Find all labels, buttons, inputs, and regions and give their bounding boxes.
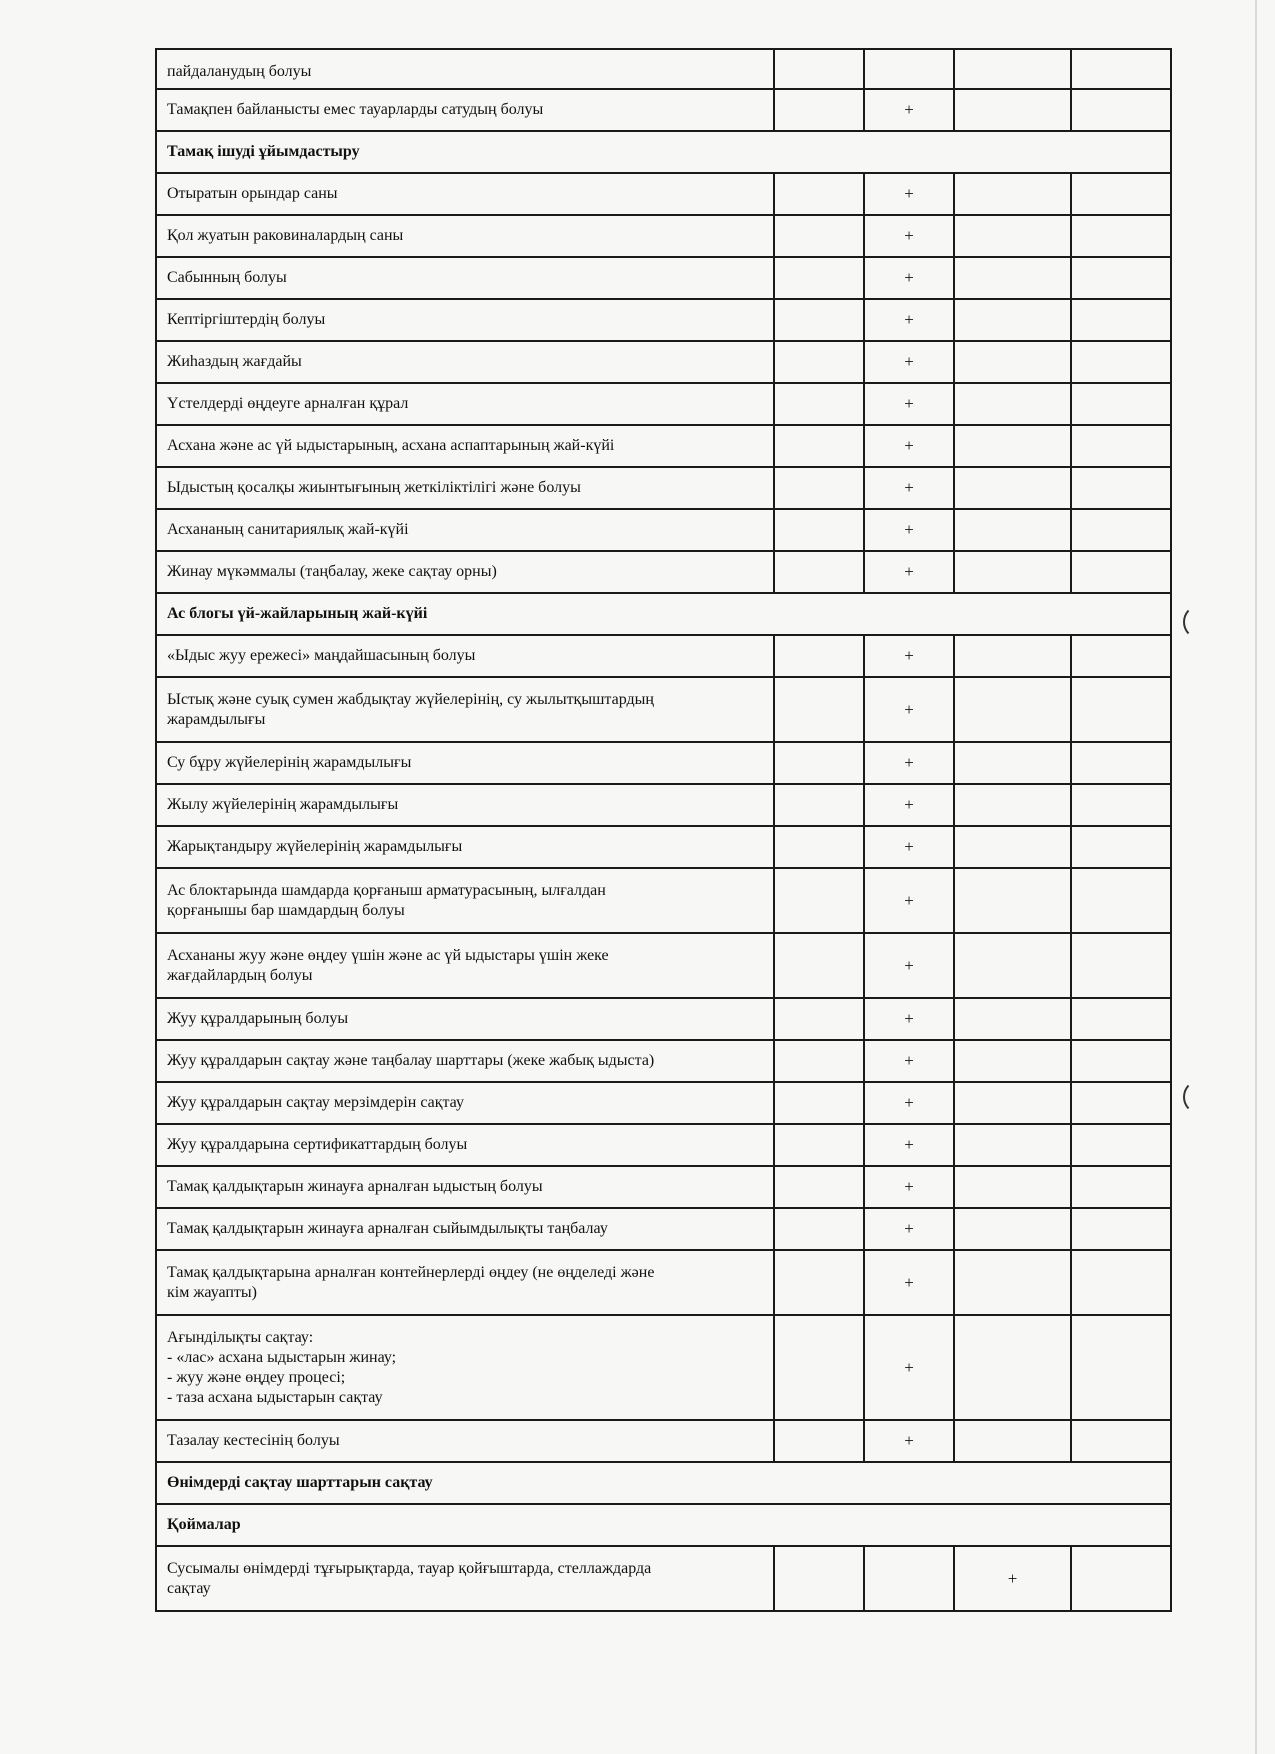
criterion-cell: Ас блоктарында шамдарда қорғаныш арматурасының, ылғалдан қорғанышы бар шамдардың болуы (156, 868, 774, 933)
mark-cell (1071, 425, 1171, 467)
table-row (156, 826, 1171, 868)
table-row (156, 425, 1171, 467)
mark-cell: + (864, 1040, 954, 1082)
mark-cell (774, 635, 864, 677)
criterion-cell: Жылу жүйелерінің жарамдылығы (156, 784, 774, 826)
criterion-cell: Жуу құралдарын сақтау мерзімдерін сақтау (156, 1082, 774, 1124)
mark-cell: + (864, 1315, 954, 1420)
mark-cell (774, 1040, 864, 1082)
mark-cell (954, 1166, 1071, 1208)
mark-cell (1071, 215, 1171, 257)
criterion-cell: Қол жуатын раковиналардың саны (156, 215, 774, 257)
mark-cell: + (954, 1546, 1071, 1611)
mark-cell: + (864, 1166, 954, 1208)
mark-cell (774, 742, 864, 784)
mark-cell (1071, 677, 1171, 742)
mark-cell (774, 933, 864, 998)
mark-cell: + (864, 257, 954, 299)
table-row (156, 998, 1171, 1040)
table-row (156, 1208, 1171, 1250)
criterion-cell: Су бұру жүйелерінің жарамдылығы (156, 742, 774, 784)
mark-cell (954, 1040, 1071, 1082)
mark-cell (774, 341, 864, 383)
table-row (156, 299, 1171, 341)
mark-cell: + (864, 933, 954, 998)
mark-cell (864, 49, 954, 89)
mark-cell (774, 425, 864, 467)
mark-cell (1071, 1040, 1171, 1082)
mark-cell (954, 826, 1071, 868)
criterion-cell: Тамақ қалдықтарына арналған контейнерлерді өңдеу (не өңделеді және кім жауапты) (156, 1250, 774, 1315)
mark-cell: + (864, 1250, 954, 1315)
mark-cell (1071, 1420, 1171, 1462)
criterion-cell: Отыратын орындар саны (156, 173, 774, 215)
mark-cell: + (864, 509, 954, 551)
table-row (156, 1315, 1171, 1420)
table-row (156, 257, 1171, 299)
mark-cell (954, 933, 1071, 998)
mark-cell (1071, 341, 1171, 383)
mark-cell: + (864, 1208, 954, 1250)
mark-cell (1071, 868, 1171, 933)
section-header-row (156, 131, 1171, 173)
mark-cell: + (864, 383, 954, 425)
mark-cell (954, 677, 1071, 742)
mark-cell (954, 509, 1071, 551)
mark-cell (1071, 933, 1171, 998)
table-row (156, 635, 1171, 677)
inspection-checklist-table (155, 48, 1172, 1612)
mark-cell: + (864, 826, 954, 868)
mark-cell (954, 299, 1071, 341)
table-row (156, 784, 1171, 826)
table-row (156, 1166, 1171, 1208)
mark-cell: + (864, 677, 954, 742)
mark-cell (1071, 635, 1171, 677)
table-row (156, 742, 1171, 784)
mark-cell (954, 784, 1071, 826)
mark-cell (774, 868, 864, 933)
mark-cell: + (864, 998, 954, 1040)
mark-cell (774, 1250, 864, 1315)
mark-cell (954, 1250, 1071, 1315)
mark-cell (954, 173, 1071, 215)
mark-cell (1071, 173, 1171, 215)
mark-cell (1071, 998, 1171, 1040)
mark-cell (954, 1420, 1071, 1462)
mark-cell (1071, 1250, 1171, 1315)
criterion-cell: Сусымалы өнімдерді тұғырықтарда, тауар қойғыштарда, стеллаждарда сақтау (156, 1546, 774, 1611)
table-row (156, 49, 1171, 89)
criterion-cell: Тамақ қалдықтарын жинауға арналған сыйымдылықты таңбалау (156, 1208, 774, 1250)
mark-cell (1071, 742, 1171, 784)
mark-cell (774, 1315, 864, 1420)
criterion-cell: Ыстық және суық сумен жабдықтау жүйелерінің, су жылытқыштардың жарамдылығы (156, 677, 774, 742)
table-row (156, 1124, 1171, 1166)
criterion-cell: Тамақ қалдықтарын жинауға арналған ыдыстың болуы (156, 1166, 774, 1208)
table-row (156, 1082, 1171, 1124)
criterion-cell: Үстелдерді өңдеуге арналған құрал (156, 383, 774, 425)
mark-cell (774, 677, 864, 742)
mark-cell (954, 425, 1071, 467)
mark-cell (774, 49, 864, 89)
mark-cell (774, 1420, 864, 1462)
mark-cell: + (864, 173, 954, 215)
mark-cell (954, 89, 1071, 131)
mark-cell (774, 1546, 864, 1611)
section-title: Тамақ ішуді ұйымдастыру (156, 131, 1171, 173)
mark-cell (954, 1208, 1071, 1250)
mark-cell (954, 1124, 1071, 1166)
mark-cell (774, 257, 864, 299)
mark-cell: + (864, 1082, 954, 1124)
mark-cell: + (864, 1124, 954, 1166)
criterion-cell: Тамақпен байланысты емес тауарларды сатудың болуы (156, 89, 774, 131)
mark-cell (1071, 467, 1171, 509)
mark-cell (774, 551, 864, 593)
mark-cell: + (864, 868, 954, 933)
mark-cell (774, 215, 864, 257)
mark-cell (954, 49, 1071, 89)
section-header-row (156, 1462, 1171, 1504)
table-row (156, 383, 1171, 425)
mark-cell (954, 868, 1071, 933)
criterion-cell: Ағынділықты сақтау: - «лас» асхана ыдыстарын жинау; - жуу және өңдеу процесі; - таза асхана ыдыстарын сақтау (156, 1315, 774, 1420)
mark-cell: + (864, 425, 954, 467)
table-row (156, 341, 1171, 383)
mark-cell (954, 635, 1071, 677)
mark-cell (1071, 1208, 1171, 1250)
table-row (156, 1420, 1171, 1462)
mark-cell: + (864, 467, 954, 509)
mark-cell: + (864, 299, 954, 341)
mark-cell (1071, 1315, 1171, 1420)
table-row (156, 1546, 1171, 1611)
criterion-cell: Жиһаздың жағдайы (156, 341, 774, 383)
mark-cell (1071, 89, 1171, 131)
section-title: Өнімдерді сақтау шарттарын сақтау (156, 1462, 1171, 1504)
section-title: Қоймалар (156, 1504, 1171, 1546)
criterion-cell: пайдаланудың болуы (156, 49, 774, 89)
table-row (156, 1040, 1171, 1082)
mark-cell: + (864, 742, 954, 784)
mark-cell (774, 784, 864, 826)
mark-cell (954, 341, 1071, 383)
mark-cell: + (864, 784, 954, 826)
criterion-cell: Асхананың санитариялық жай-күйі (156, 509, 774, 551)
mark-cell (1071, 1546, 1171, 1611)
mark-cell (1071, 826, 1171, 868)
table-row (156, 467, 1171, 509)
mark-cell (774, 467, 864, 509)
mark-cell (774, 1082, 864, 1124)
table-row (156, 173, 1171, 215)
punch-hole-mark (1183, 1080, 1215, 1114)
criterion-cell: «Ыдыс жуу ережесі» маңдайшасының болуы (156, 635, 774, 677)
mark-cell (774, 826, 864, 868)
criterion-cell: Жинау мүкәммалы (таңбалау, жеке сақтау орны) (156, 551, 774, 593)
criterion-cell: Сабынның болуы (156, 257, 774, 299)
mark-cell (774, 89, 864, 131)
mark-cell (1071, 784, 1171, 826)
mark-cell (774, 1166, 864, 1208)
criterion-cell: Жуу құралдарын сақтау және таңбалау шарттары (жеке жабық ыдыста) (156, 1040, 774, 1082)
mark-cell (954, 467, 1071, 509)
mark-cell (774, 383, 864, 425)
criterion-cell: Жарықтандыру жүйелерінің жарамдылығы (156, 826, 774, 868)
mark-cell: + (864, 551, 954, 593)
mark-cell (1071, 1082, 1171, 1124)
mark-cell (954, 742, 1071, 784)
mark-cell: + (864, 635, 954, 677)
table-row (156, 677, 1171, 742)
mark-cell (1071, 509, 1171, 551)
mark-cell (1071, 551, 1171, 593)
criterion-cell: Асхана және ас үй ыдыстарының, асхана аспаптарының жай-күйі (156, 425, 774, 467)
mark-cell (1071, 299, 1171, 341)
mark-cell: + (864, 1420, 954, 1462)
mark-cell (954, 998, 1071, 1040)
section-header-row (156, 1504, 1171, 1546)
mark-cell (954, 1082, 1071, 1124)
mark-cell (1071, 257, 1171, 299)
mark-cell (774, 173, 864, 215)
mark-cell (1071, 1124, 1171, 1166)
mark-cell (774, 509, 864, 551)
mark-cell (774, 1208, 864, 1250)
mark-cell (1071, 383, 1171, 425)
mark-cell (864, 1546, 954, 1611)
criterion-cell: Жуу құралдарына сертификаттардың болуы (156, 1124, 774, 1166)
table-row (156, 89, 1171, 131)
punch-hole-mark (1183, 605, 1215, 639)
criterion-cell: Жуу құралдарының болуы (156, 998, 774, 1040)
section-title: Ас блогы үй-жайларының жай-күйі (156, 593, 1171, 635)
mark-cell (774, 299, 864, 341)
mark-cell: + (864, 215, 954, 257)
table-row (156, 868, 1171, 933)
page-edge (1255, 0, 1257, 1754)
mark-cell (954, 215, 1071, 257)
mark-cell (774, 998, 864, 1040)
table-row (156, 509, 1171, 551)
mark-cell (954, 551, 1071, 593)
table-row (156, 1250, 1171, 1315)
table-row (156, 215, 1171, 257)
mark-cell (954, 1315, 1071, 1420)
mark-cell (774, 1124, 864, 1166)
mark-cell (1071, 49, 1171, 89)
table-row (156, 551, 1171, 593)
table-row (156, 933, 1171, 998)
section-header-row (156, 593, 1171, 635)
criterion-cell: Тазалау кестесінің болуы (156, 1420, 774, 1462)
mark-cell (1071, 1166, 1171, 1208)
mark-cell: + (864, 89, 954, 131)
criterion-cell: Ыдыстың қосалқы жиынтығының жеткіліктілігі және болуы (156, 467, 774, 509)
criterion-cell: Асхананы жуу және өңдеу үшін және ас үй ыдыстары үшін жеке жағдайлардың болуы (156, 933, 774, 998)
mark-cell: + (864, 341, 954, 383)
criterion-cell: Кептіргіштердің болуы (156, 299, 774, 341)
mark-cell (954, 383, 1071, 425)
mark-cell (954, 257, 1071, 299)
